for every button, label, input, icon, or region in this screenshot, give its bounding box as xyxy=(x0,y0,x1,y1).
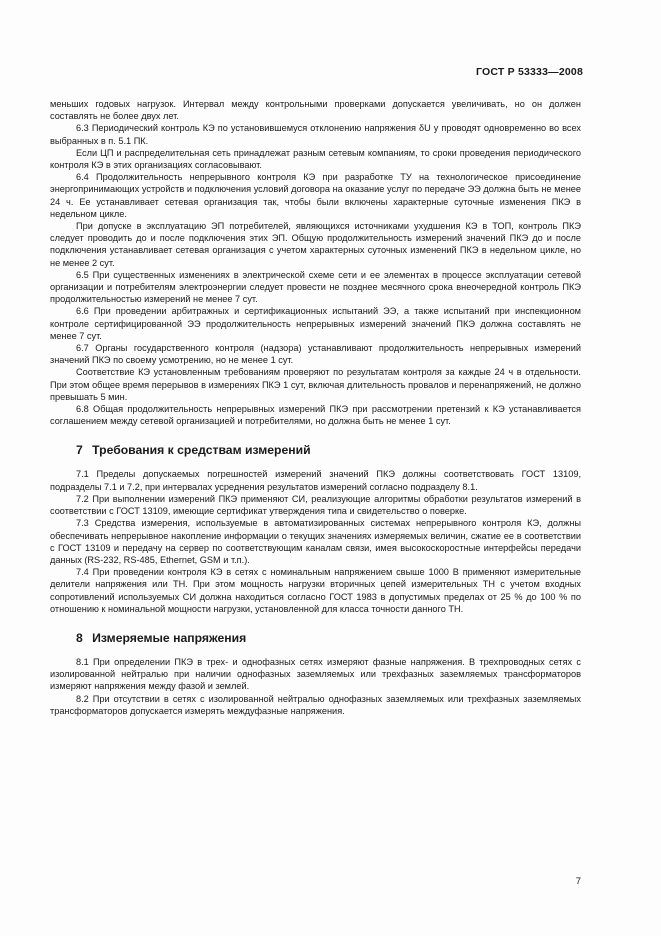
paragraph-6-7-note: Соответствие КЭ установленным требованиям проверяют по результатам контроля за каждые 24 ч в отдельности. При этом общее время перерывов в измерениях ПКЭ 1 сут, включая длительность провалов и перенапряжений, не должно превышать 5 мин. xyxy=(50,367,581,402)
document-body xyxy=(50,98,581,717)
paragraph-6-4-note: При допуске в эксплуатацию ЭП потребителей, являющихся источниками ухудшения КЭ в ТОП, контроль ПКЭ следует проводить до и после подключения этих ЭП. Общую продолжительность измерений значений ПКЭ до и после подключения устанавливает сетевая организация с учетом характерных суточных изменений ПКЭ в недельном цикле, но не менее 2 сут. xyxy=(50,221,581,268)
paragraph-8-1: 8.1 При определении ПКЭ в трех- и однофазных сетях измеряют фазные напряжения. В трехпроводных сетях с изолированной нейтралью при наличии однофазных заземляемых или трехфазных заземляемых трансформаторов измеряют напряжения между фазой и землей. xyxy=(50,656,581,692)
paragraph-6-3-note: Если ЦП и распределительная сеть принадлежат разным сетевым компаниям, то сроки проведения периодического контроля КЭ в этих организациях согласовывают. xyxy=(50,147,581,171)
paragraph-6-6: 6.6 При проведении арбитражных и сертификационных испытаний ЭЭ, а также испытаний при инспекционном контроле сертифицированной ЭЭ продолжительность непрерывных измерений значений ПКЭ должна составлять не менее 7 сут. xyxy=(50,306,581,341)
paragraph-6-7: 6.7 Органы государственного контроля (надзора) устанавливают продолжительность непрерывных измерений значений ПКЭ по своему усмотрению, но не менее 1 сут. xyxy=(50,343,581,366)
section-7-heading xyxy=(76,443,581,457)
document-header: ГОСТ Р 53333—2008 xyxy=(475,66,583,78)
paragraph-7-4: 7.4 При проведении контроля КЭ в сетях с номинальным напряжением свыше 1000 В применяют измерительные делители напряжения или ТН. При этом мощность нагрузки вторичных цепей измерительных ТН с учетом входных сопротивлений используемых СИ должна находиться согласно ГОСТ 1983 в допустимых пределах от 25 % до 100 % по отношению к номинальной мощности нагрузки, установленной для класса точности данного ТН. xyxy=(50,567,581,614)
paragraph-8-2: 8.2 При отсутствии в сетях с изолированной нейтралью однофазных заземляемых или трехфазных заземляемых трансформаторов допускается измерять междуфазные напряжения. xyxy=(50,693,581,716)
section-8-heading xyxy=(76,631,581,645)
section-7-title: Требования к средствам измерений xyxy=(92,443,311,458)
paragraph-6-5: 6.5 При существенных изменениях в электрической схеме сети и ее элементах в процессе эксплуатации сетевой организации и потребителям электроэнергии следует провести не позднее месячного срока внеочередной контроль ПКЭ продолжительностью измерений не менее 7 сут. xyxy=(50,269,581,305)
paragraph-6-3: 6.3 Периодический контроль КЭ по установившемуся отклонению напряжения δU у проводят одновременно во всех выбранных в п. 5.1 ПК. xyxy=(50,123,581,146)
paragraph-7-2: 7.2 При выполнении измерений ПКЭ применяют СИ, реализующие алгоритмы обработки результатов измерений в соответствии с ГОСТ 13109, имеющие сертификат утверждения типа и свидетельство о поверке. xyxy=(50,493,581,517)
paragraph-continuation: меньших годовых нагрузок. Интервал между контрольными проверками допускается увеличивать, но он должен составлять не более двух лет. xyxy=(50,99,581,122)
page-number: 7 xyxy=(575,876,581,887)
section-7-number: 7 xyxy=(76,443,83,458)
section-8-title: Измеряемые напряжения xyxy=(92,630,247,645)
paragraph-7-1: 7.1 Пределы допускаемых погрешностей измерений значений ПКЭ должны соответствовать ГОСТ 13109, подразделы 7.1 и 7.2, при интервалах усреднения результатов измерений согласно подразделу 8.1. xyxy=(50,469,581,492)
paragraph-6-4: 6.4 Продолжительность непрерывного контроля КЭ при разработке ТУ на технологическое присоединение энергопринимающих устройств и подключения условий договора на оказание услуг по передаче ЭЭ должна быть не менее 24 ч. Ее устанавливает сетевая организация так, чтобы были включены характерные суточные изменения ПКЭ в недельном цикле. xyxy=(50,172,581,219)
section-8-number: 8 xyxy=(76,630,83,645)
paragraph-7-3: 7.3 Средства измерения, используемые в автоматизированных системах непрерывного контроля КЭ, должны обеспечивать непрерывное накопление информации о текущих значениях измеряемых величин, сжатие ее в соответствии с ГОСТ 13109 и передачу на сервер по соответствующим каналам связи, имея высокоскоростные интерфейсы передачи данных (RS-232, RS-485, Ethernet, GSM и т.п.). xyxy=(50,518,581,565)
paragraph-6-8: 6.8 Общая продолжительность непрерывных измерений ПКЭ при рассмотрении претензий к КЭ устанавливается соглашением между сетевой организацией и потребителями, но должна быть не менее 1 сут. xyxy=(50,404,581,427)
